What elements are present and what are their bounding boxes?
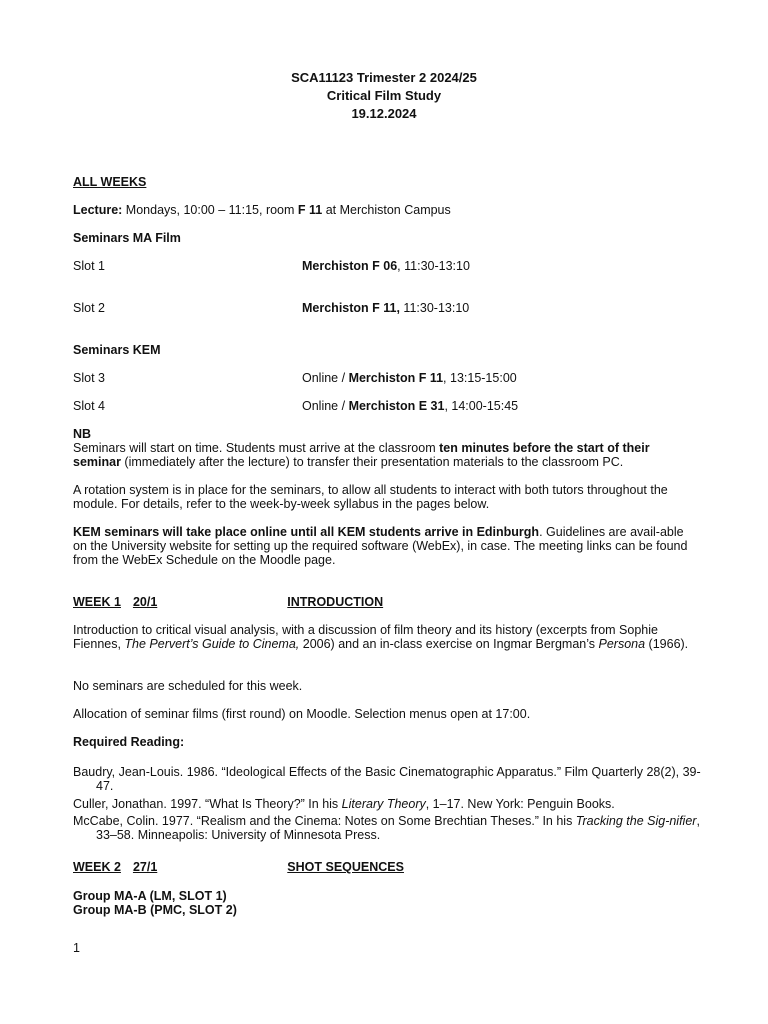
nb-kem-text: . Guidelines are avail-able on the University website for setting up the required software (WebEx), in case. The meeting links can be found from the WebEx Schedule on the Moodle page. xyxy=(73,525,688,567)
lecture-campus: at Merchiston Campus xyxy=(322,203,451,217)
seminars-kem-heading: Seminars KEM xyxy=(73,343,161,357)
nb-kem-bold: KEM seminars will take place online until all KEM students arrive in Edinburgh xyxy=(73,525,540,539)
lecture-time: Mondays, 10:00 – 11:15, room xyxy=(122,203,298,217)
nb-heading: NB xyxy=(73,427,92,441)
slot-3-prefix: Online / xyxy=(302,371,349,385)
week-1-allocation: Allocation of seminar films (first round) on Moodle. Selection menus open at 17:00. xyxy=(73,707,531,721)
week-1-no-seminars: No seminars are scheduled for this week. xyxy=(73,679,303,693)
slot-1-room: Merchiston F 06 xyxy=(302,259,398,273)
required-reading-heading: Required Reading: xyxy=(73,735,185,749)
nb-arrival-text-a: Seminars will start on time. Students must arrive at the classroom xyxy=(73,441,440,455)
reference-culler-title: Literary Theory xyxy=(341,797,426,811)
page-number: 1 xyxy=(73,941,80,955)
nb-arrival-text-b: (immediately after the lecture) to transfer their presentation materials to the classroom PC. xyxy=(120,455,624,469)
document-header xyxy=(0,69,768,123)
slot-3-details xyxy=(302,371,517,385)
reference-culler-post: , 1–17. New York: Penguin Books. xyxy=(425,797,615,811)
slot-2-details xyxy=(302,301,469,315)
reference-mccabe-pre: McCabe, Colin. 1977. “Realism and the Cinema: Notes on Some Brechtian Theses.” In his xyxy=(73,814,576,828)
week-1-desc-film-title: The Pervert’s Guide to Cinema, xyxy=(124,637,300,651)
week-1-heading xyxy=(73,595,383,609)
reference-culler xyxy=(73,797,716,811)
slot-4-label: Slot 4 xyxy=(73,399,105,413)
week-1-desc-a: Introduction to critical visual analysis, with a discussion of film theory and its history (excerpts from Sophie Fiennes, xyxy=(73,623,658,651)
slot-1-label: Slot 1 xyxy=(73,259,105,273)
week-1-desc-film-title-2: Persona xyxy=(598,637,646,651)
nb-arrival-bold: ten minutes before the start of their seminar xyxy=(73,441,650,469)
reference-culler-pre: Culler, Jonathan. 1997. “What Is Theory?” In his xyxy=(73,797,342,811)
slot-4-time: , 14:00-15:45 xyxy=(444,399,519,413)
week-2-date: 27/1 xyxy=(132,860,158,874)
lecture-line xyxy=(73,203,451,217)
week-2-group-ma-b: Group MA-B (PMC, SLOT 2) xyxy=(73,903,237,917)
slot-2-time: 11:30-13:10 xyxy=(399,301,470,315)
slot-4-details xyxy=(302,399,518,413)
week-2-group-ma-a: Group MA-A (LM, SLOT 1) xyxy=(73,889,227,903)
reference-mccabe-post: , 33–58. Minneapolis: University of Minnesota Press. xyxy=(96,814,700,842)
slot-1-time: , 11:30-13:10 xyxy=(397,259,470,273)
week-1-description xyxy=(73,623,695,651)
document-date-line: 19.12.2024 xyxy=(351,106,417,121)
reference-baudry xyxy=(73,765,716,793)
week-1-desc-c: (1966). xyxy=(645,637,689,651)
lecture-room: F 11 xyxy=(297,203,323,217)
week-1-title: INTRODUCTION xyxy=(287,595,384,609)
course-code-line: SCA11123 Trimester 2 2024/25 xyxy=(291,70,477,85)
slot-2-room: Merchiston F 11, xyxy=(302,301,400,315)
reference-baudry-text: Baudry, Jean-Louis. 1986. “Ideological Effects of the Basic Cinematographic Apparatus.” Film Quarterly 28(2), 39-47. xyxy=(73,765,701,793)
week-2-label: WEEK 2 xyxy=(73,860,121,874)
all-weeks-heading: ALL WEEKS xyxy=(73,175,147,189)
slot-3-time: , 13:15-15:00 xyxy=(443,371,517,385)
seminars-ma-heading: Seminars MA Film xyxy=(73,231,181,245)
week-2-heading xyxy=(73,860,404,874)
slot-3-room: Merchiston F 11 xyxy=(348,371,444,385)
slot-4-prefix: Online / xyxy=(302,399,349,413)
slot-2-label: Slot 2 xyxy=(73,301,105,315)
week-1-desc-b: 2006) and an in-class exercise on Ingmar Bergman’s xyxy=(299,637,599,651)
course-title-line: Critical Film Study xyxy=(326,88,442,103)
reference-mccabe-title: Tracking the Sig-nifier xyxy=(575,814,697,828)
week-2-title: SHOT SEQUENCES xyxy=(287,860,404,874)
week-1-label: WEEK 1 xyxy=(73,595,121,609)
nb-paragraph-arrival xyxy=(73,441,695,469)
week-1-date: 20/1 xyxy=(132,595,158,609)
slot-4-room: Merchiston E 31 xyxy=(348,399,445,413)
slot-3-label: Slot 3 xyxy=(73,371,105,385)
nb-paragraph-kem-online xyxy=(73,525,695,567)
lecture-label: Lecture: xyxy=(73,203,123,217)
slot-1-details xyxy=(302,259,470,273)
nb-paragraph-rotation: A rotation system is in place for the seminars, to allow all students to interact with both tutors throughout the module. For details, refer to the week-by-week syllabus in the pages below. xyxy=(73,483,668,511)
reference-mccabe xyxy=(73,814,716,842)
